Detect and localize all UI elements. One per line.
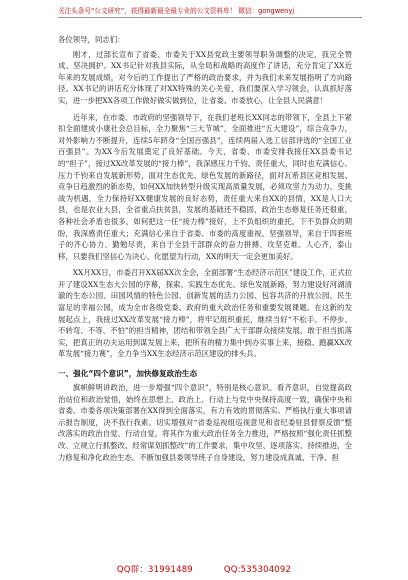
paragraph: 刚才，过部长宣布了省委、市委关于XX县党政主要领导职务调整的决定，我完全赞成、坚决拥护。XX书记针对我县实际，从全局和战略的高度作了讲话，充分肯定了XX近年来的发展成绩，对今后的工作提出了严格的政治要求，并为我们未来发展指明了方向路径。XX书记的讲话充分体现了对XX特殊的关心关爱，我们要深入学习领会，认真抓好落实，进一步把XX各项工作做好做实做到位，让省委、市委放心，让全县人民满意！ [58, 49, 352, 105]
paragraph: XX月XX日，市委召开XX届XX次全会，全面部署“生态经济示范区”建设工作，正式拉开了建设XX生态大公园的序幕，探索、实践生态优先、绿色发展新路，努力建设好河湖清澈的生态公园、田园风情的特色公园、创新发展的活力公园、包容共济的开放公园、民生富足的幸福公园，成为全市各级党委、政府的重大政治任务和重要发展课题。在这新的发展起点上，我接过XX改革发展“接力棒”，将牢记组织重托，继续当好“不松手、不停步、不转弯、不等、不怕”的担当精神，团结和带领全县广大干部群众接续发展、敢于担当抓落实，把真正的功夫运用到谋发展上来，把所有的精力集中到办实事上来，接稳、跑赢XX改革发展“接力赛”，全力争当XX生态经济示范区建设的排头兵。 [58, 268, 352, 359]
header-banner: 关注头条号“公文研究”，获得最新最全最专业的公文资料库！ 微信：gongwenyj [58, 7, 295, 15]
footer-contact [0, 563, 408, 575]
footer-qq-group: QQ群：31991489 [116, 565, 193, 575]
paragraph: 旗帜鲜明讲政治，进一步增强“四个意识”，特别是核心意识、看齐意识，自觉提高政治站位和政治觉悟，始终在思想上、政治上、行动上与党中央保持高度一致，确保中央和省委、市委各项决策部署在XX得到全面落实，有力有效的贯彻落实。严格执行重大事项请示报告制度，决不我行我素。切实增强对“省委巡视组巡视意见和省纪委驻县督察反馈”整改落实的政治自觉、行动自觉，将其作为重大政治任务全力推进，严格按照“强化责任抓整改、立规立行抓整改、经常谋划抓整改”的工作要求，集中攻坚、逐项落实、持续推进，全力修复和净化政治生态。不断加强县委领导班子自身建设，努力建设成真诚、干净、担 [58, 383, 352, 462]
footer-qq: QQ:535304092 [223, 565, 292, 575]
header-divider [58, 17, 362, 18]
document-body [58, 34, 352, 463]
paragraph: 近年来，在市委、市政府的坚强领导下，在我们老班长XX同志的带领下，全县上下紧扣全面建成小康社会总目标，全力聚焦“三大节城”，全面推进“五大建设”，综合竞争力，对外影响力不断提升，连续5年跻身“全国百强县”，连续两届入选工信部评选的“全国工业百强县”。为XX今后发展奠定了良好基础。今天，省委、市委安排我接任XX县委书记的“担子”，接过XX改革发展的“接力棒”，我深感压力千钧、责任重大，同时也充满信心。压力千钧来自发展新形势，面对生态优先、绿色发展的新路径，面对瓦希县区竞相发展、竞争日趋激烈的新态势，如何XX加快转型升级实现高质量发展，必须攻坚力为动力、变挑战为机遇，全力保持好XX健康发展的良好态势，责任重大来自XX的县情，XX是人口大县，也是农业大县，全省重点扶贫县，发展的基础还不稳固，政治生态修复任务还很重，各种社会矛盾也很多，如何把这一任“接力棒”接好，上不负组织的重托，下不负群众的期盼，我深感责任重大；充满信心来自于省委、市委的高度重视、坚强领导，来自于四套班子的齐心协力、勤勉尽责，来自于全县干部群众的奋力拼搏、攻坚克难。人心齐，泰山移，只要我们坚信心为决心、化愿望为行动，XX的明天一定会更加美好。 [58, 112, 352, 261]
greeting: 各位领导，同志们： [58, 35, 125, 44]
section-heading: 一、强化“四个意识”，加快修复政治生态 [58, 369, 198, 379]
